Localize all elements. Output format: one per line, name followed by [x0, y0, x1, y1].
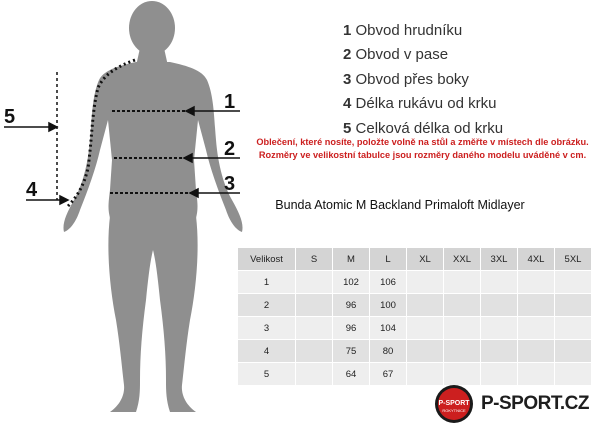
legend-text: Obvod přes boky — [355, 70, 469, 88]
table-cell — [407, 363, 444, 386]
human-silhouette — [63, 1, 242, 412]
table-row — [238, 317, 592, 340]
table-cell — [555, 271, 592, 294]
brand-name: P-SPORT.CZ — [481, 393, 589, 414]
table-cell — [444, 363, 481, 386]
marker-2: 2 — [224, 138, 236, 160]
size-table — [237, 247, 592, 386]
legend-number: 4 — [343, 95, 352, 113]
table-cell: 67 — [370, 363, 407, 386]
table-cell — [296, 271, 333, 294]
header-xl: XL — [407, 248, 444, 271]
table-cell — [481, 317, 518, 340]
table-cell: 100 — [370, 294, 407, 317]
table-cell: 64 — [333, 363, 370, 386]
legend-number: 2 — [343, 46, 352, 64]
table-cell — [518, 340, 555, 363]
table-cell: 104 — [370, 317, 407, 340]
marker-5: 5 — [4, 106, 16, 128]
legend-number: 3 — [343, 70, 352, 88]
table-row — [238, 363, 592, 386]
measurement-note — [250, 136, 595, 162]
header-5xl: 5XL — [555, 248, 592, 271]
table-cell: 96 — [333, 294, 370, 317]
table-cell: 75 — [333, 340, 370, 363]
table-cell — [555, 363, 592, 386]
product-title: Bunda Atomic M Backland Primaloft Midlayer — [275, 198, 525, 212]
header-3xl: 3XL — [481, 248, 518, 271]
table-row — [238, 271, 592, 294]
logo-badge-bottom-text: ROKYTNICE — [442, 408, 466, 413]
table-cell: 106 — [370, 271, 407, 294]
measurement-legend — [343, 19, 503, 141]
table-cell — [481, 340, 518, 363]
legend-number: 1 — [343, 22, 352, 39]
header-m: M — [333, 248, 370, 271]
table-cell — [444, 340, 481, 363]
legend-item — [343, 19, 503, 43]
table-cell — [444, 294, 481, 317]
legend-text: Obvod v pase — [355, 46, 449, 64]
table-cell — [518, 317, 555, 340]
table-cell — [444, 271, 481, 294]
table-cell — [518, 294, 555, 317]
table-row — [238, 294, 592, 317]
table-cell — [518, 363, 555, 386]
header-l: L — [370, 248, 407, 271]
logo-badge-top-text: P-SPORT — [438, 400, 470, 407]
table-cell — [555, 294, 592, 317]
table-cell: 2 — [238, 294, 296, 317]
legend-text: Délka rukávu od krku — [355, 95, 497, 113]
legend-text: Celková délka od krku — [355, 119, 504, 137]
table-cell — [296, 294, 333, 317]
table-cell — [481, 294, 518, 317]
table-cell — [444, 317, 481, 340]
table-cell — [407, 294, 444, 317]
table-row — [238, 340, 592, 363]
legend-number: 5 — [343, 119, 352, 137]
table-cell — [555, 317, 592, 340]
table-cell: 5 — [238, 363, 296, 386]
note-line-1: Oblečení, které nosíte, položte volně na stůl a změřte v místech dle obrázku. — [256, 137, 589, 147]
arrow-5-head — [49, 123, 57, 131]
table-cell — [481, 271, 518, 294]
header-xxl: XXL — [444, 248, 481, 271]
legend-item — [343, 92, 503, 116]
table-cell: 3 — [238, 317, 296, 340]
marker-1: 1 — [224, 91, 236, 113]
table-cell: 4 — [238, 340, 296, 363]
marker-4: 4 — [26, 179, 38, 201]
table-header-row — [238, 248, 592, 271]
table-cell: 80 — [370, 340, 407, 363]
table-cell — [296, 340, 333, 363]
legend-text: Obvod hrudníku — [355, 22, 463, 39]
legend-item — [343, 68, 503, 92]
table-cell — [296, 363, 333, 386]
table-cell — [407, 340, 444, 363]
header-velikost: Velikost — [238, 248, 296, 271]
note-line-2: Rozměry ve velikostní tabulce jsou rozměry daného modelu uváděné v cm. — [258, 150, 587, 160]
arrow-4-head — [60, 196, 68, 204]
legend-item — [343, 43, 503, 67]
table-cell — [296, 317, 333, 340]
header-4xl: 4XL — [518, 248, 555, 271]
header-s: S — [296, 248, 333, 271]
table-cell — [518, 271, 555, 294]
marker-3: 3 — [224, 173, 236, 195]
table-cell: 1 — [238, 271, 296, 294]
table-cell: 96 — [333, 317, 370, 340]
table-cell — [407, 317, 444, 340]
table-cell — [481, 363, 518, 386]
table-cell — [555, 340, 592, 363]
table-cell: 102 — [333, 271, 370, 294]
table-cell — [407, 271, 444, 294]
